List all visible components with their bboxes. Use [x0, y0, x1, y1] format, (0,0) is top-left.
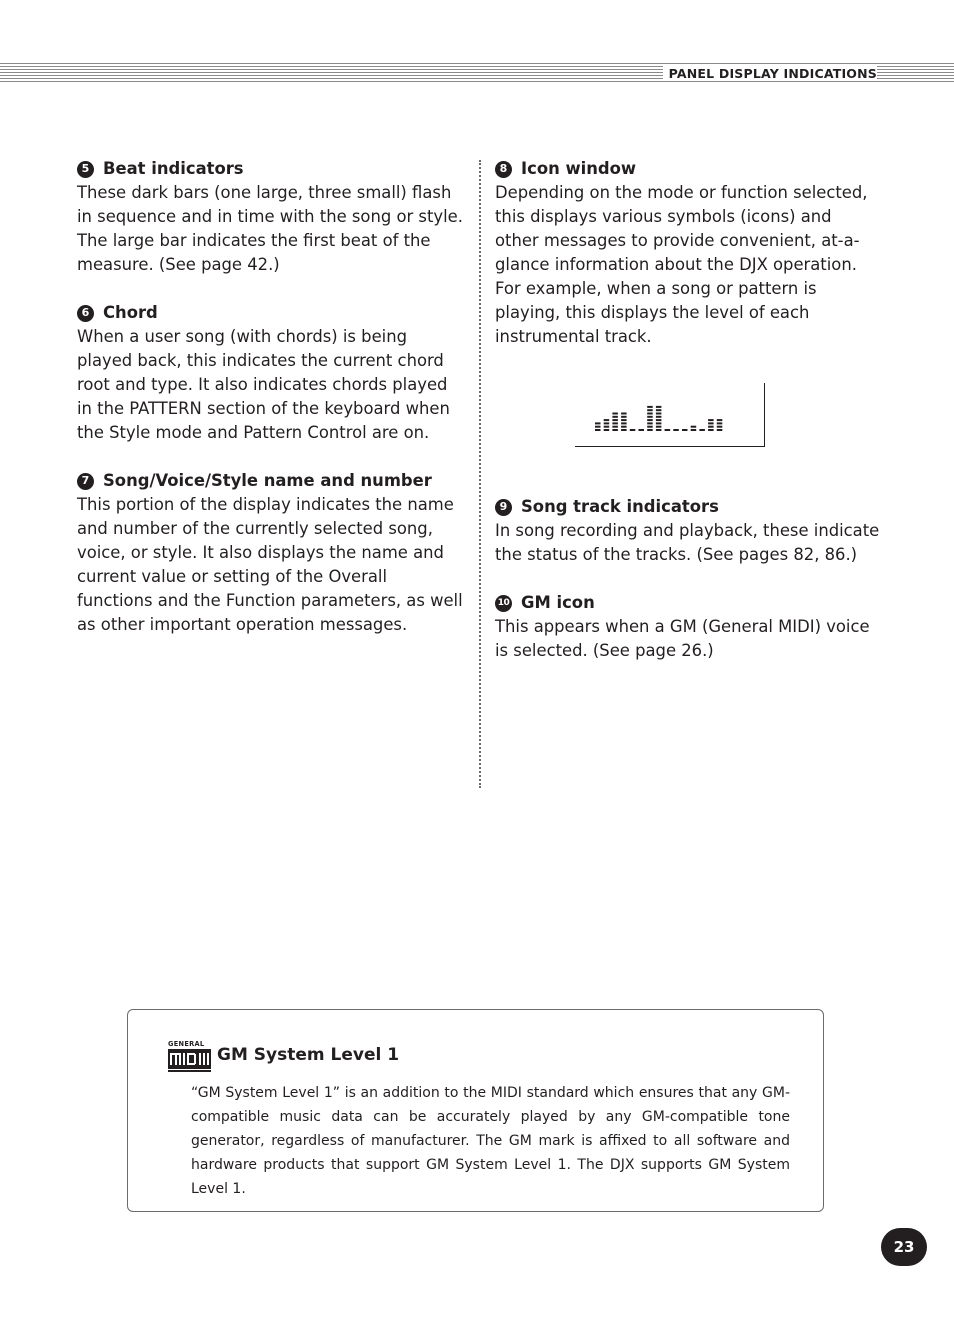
- section-icon-window: [495, 157, 880, 349]
- level-segment: [647, 406, 653, 408]
- section-beat-indicators: [77, 157, 463, 277]
- level-segment: [647, 416, 653, 418]
- level-segment: [621, 426, 627, 428]
- section-body: This portion of the display indicates the name and number of the currently selected song, voice, or style. It also displays the name and current value or setting of the Overall functions and the Function parameters, as well as other important operation messages.: [77, 495, 463, 634]
- level-segment: [647, 419, 653, 421]
- general-midi-logo-icon: [168, 1040, 212, 1072]
- level-segment: [612, 422, 618, 424]
- level-segment: [612, 426, 618, 428]
- number-badge: 8: [495, 161, 512, 178]
- level-segment: [604, 422, 610, 424]
- level-segment: [656, 406, 662, 408]
- level-segment: [717, 422, 723, 424]
- heading-text: Beat indicators: [103, 159, 244, 178]
- level-meter-graphic: [595, 401, 735, 435]
- number-badge: 9: [495, 499, 512, 516]
- level-segment: [647, 409, 653, 411]
- level-segment: [717, 426, 723, 428]
- level-segment: [717, 429, 723, 431]
- gm-note-box: [127, 1009, 824, 1212]
- section-heading: [77, 301, 463, 325]
- section-heading: [77, 157, 463, 181]
- level-segment: [621, 416, 627, 418]
- level-segment: [639, 429, 645, 431]
- level-segment: [647, 429, 653, 431]
- page-number: 23: [881, 1228, 927, 1266]
- section-body: When a user song (with chords) is being played back, this indicates the current chord root and type. It also indicates chords played in the PATTERN section of the keyboard when the Style mode and Pattern Control are on.: [77, 327, 450, 442]
- level-column: [673, 429, 679, 431]
- level-segment: [656, 419, 662, 421]
- level-segment: [691, 429, 697, 431]
- level-segment: [708, 426, 714, 428]
- left-column: [77, 157, 463, 661]
- number-badge: 5: [77, 161, 94, 178]
- level-column: [647, 406, 653, 431]
- level-segment: [595, 426, 601, 428]
- section-heading: [495, 157, 880, 181]
- section-body: Depending on the mode or function selected, this displays various symbols (icons) and other messages to provide convenient, at-a-glance information about the DJX operation. For example, when a song or pattern is playing, this displays the level of each instrumental track.: [495, 183, 868, 346]
- level-segment: [612, 413, 618, 415]
- level-segment: [656, 426, 662, 428]
- level-column: [717, 419, 723, 431]
- level-segment: [656, 422, 662, 424]
- level-segment: [612, 429, 618, 431]
- level-segment: [621, 413, 627, 415]
- level-segment: [699, 429, 705, 431]
- level-segment: [656, 413, 662, 415]
- level-column: [621, 413, 627, 432]
- section-song-voice-style: [77, 469, 463, 637]
- level-column: [656, 406, 662, 431]
- number-badge: 10: [495, 595, 512, 612]
- level-segment: [708, 422, 714, 424]
- level-segment: [630, 429, 636, 431]
- level-segment: [656, 429, 662, 431]
- level-segment: [717, 419, 723, 421]
- section-body: In song recording and playback, these indicate the status of the tracks. (See pages 82, 86.): [495, 521, 880, 564]
- heading-text: Song/Voice/Style name and number: [103, 471, 432, 490]
- level-segment: [656, 416, 662, 418]
- level-segment: [604, 419, 610, 421]
- section-gm-icon: [495, 591, 880, 663]
- heading-text: Icon window: [521, 159, 637, 178]
- level-segment: [621, 429, 627, 431]
- section-chord: [77, 301, 463, 445]
- level-segment: [612, 416, 618, 418]
- icon-window-illustration: [575, 383, 765, 447]
- level-column: [595, 422, 601, 431]
- section-heading: [495, 591, 880, 615]
- level-segment: [647, 413, 653, 415]
- level-segment: [595, 429, 601, 431]
- level-column: [691, 426, 697, 431]
- level-segment: [595, 422, 601, 424]
- section-body: This appears when a GM (General MIDI) voice is selected. (See page 26.): [495, 617, 870, 660]
- number-badge: 6: [77, 305, 94, 322]
- level-segment: [604, 429, 610, 431]
- level-segment: [647, 426, 653, 428]
- level-column: [665, 429, 671, 431]
- column-divider: [479, 160, 481, 788]
- level-segment: [665, 429, 671, 431]
- level-segment: [612, 419, 618, 421]
- level-column: [708, 419, 714, 431]
- level-segment: [656, 409, 662, 411]
- level-column: [699, 429, 705, 431]
- level-segment: [673, 429, 679, 431]
- section-heading: [495, 495, 880, 519]
- level-column: [612, 413, 618, 432]
- level-segment: [708, 429, 714, 431]
- level-column: [682, 429, 688, 431]
- header-title: PANEL DISPLAY INDICATIONS: [663, 66, 877, 81]
- level-segment: [604, 426, 610, 428]
- logo-top-text: GENERAL: [168, 1040, 205, 1048]
- section-body: These dark bars (one large, three small) flash in sequence and in time with the song or style. The large bar indicates the first beat of the measure. (See page 42.): [77, 183, 463, 274]
- section-heading: [77, 469, 463, 493]
- heading-text: Song track indicators: [521, 497, 719, 516]
- level-segment: [621, 422, 627, 424]
- level-segment: [621, 419, 627, 421]
- level-column: [604, 419, 610, 431]
- level-column: [639, 429, 645, 431]
- level-column: [630, 429, 636, 431]
- heading-text: GM icon: [521, 593, 595, 612]
- level-segment: [682, 429, 688, 431]
- heading-text: Chord: [103, 303, 158, 322]
- level-segment: [708, 419, 714, 421]
- note-body: “GM System Level 1” is an addition to the MIDI standard which ensures that any GM-compatible music data can be accurately played by any GM-compatible tone generator, regardless of manufacturer. The GM mark is affixed to all software and hardware products that support GM System Level 1. The DJX supports GM System Level 1.: [191, 1085, 790, 1197]
- right-column: [495, 157, 880, 687]
- note-title: GM System Level 1: [217, 1045, 400, 1065]
- level-segment: [691, 426, 697, 428]
- number-badge: 7: [77, 473, 94, 490]
- level-segment: [647, 422, 653, 424]
- section-song-track-indicators: [495, 495, 880, 567]
